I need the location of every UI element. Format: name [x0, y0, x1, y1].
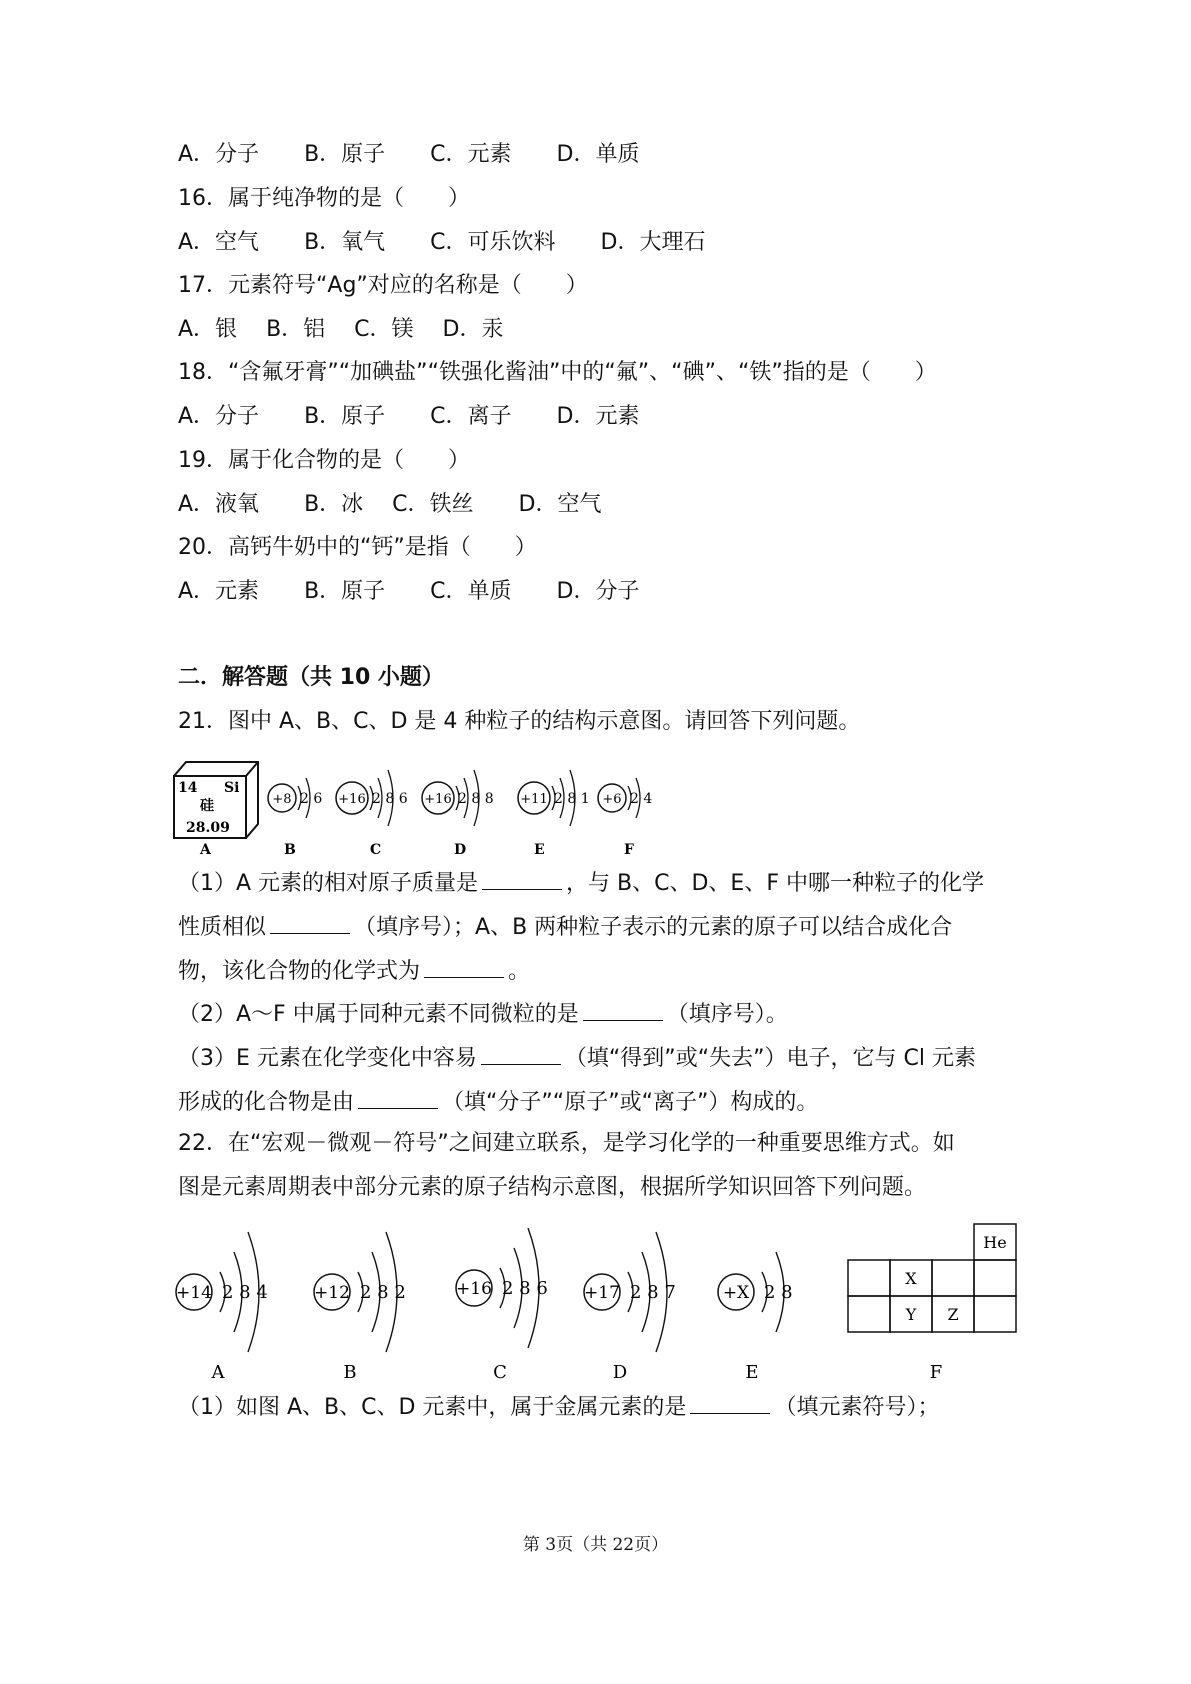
text: （1）A 元素的相对原子质量是 — [178, 871, 479, 896]
shell-electrons: 2 8 8 — [458, 791, 494, 807]
option: C．离子 — [430, 404, 512, 429]
figure-label: A — [211, 1362, 225, 1383]
answer-blank — [481, 1042, 561, 1065]
q21-part1-line1 — [178, 867, 984, 899]
q20-options — [178, 577, 639, 607]
option: C．元素 — [430, 142, 512, 167]
option: B．氧气 — [304, 230, 386, 255]
q21-part3-line1 — [178, 1042, 976, 1074]
cell-y: Y — [905, 1305, 917, 1324]
figure-label: F — [929, 1362, 943, 1383]
q22-figure — [170, 1222, 1080, 1392]
option: D．大理石 — [600, 230, 706, 255]
atom-diagram — [598, 778, 652, 818]
shell-electrons: 2 8 6 — [372, 791, 408, 807]
option: A．元素 — [178, 579, 260, 604]
text: 性质相似 — [178, 915, 267, 940]
figure-label: C — [493, 1362, 507, 1383]
q21-part3-line2 — [178, 1086, 818, 1118]
q21-figure — [170, 750, 690, 862]
option: A．银 — [178, 317, 238, 342]
text: （填元素符号）； — [774, 1395, 940, 1420]
atom-diagram — [268, 778, 322, 818]
q22-stem-line1: 22．在“宏观－微观－符号”之间建立联系，是学习化学的一种重要思维方式。如 — [178, 1131, 955, 1156]
nucleus-label: +11 — [520, 792, 548, 807]
figure-label: B — [343, 1362, 357, 1383]
nucleus-label: +12 — [314, 1283, 350, 1303]
figure-label: E — [745, 1362, 759, 1383]
nucleus-label: +8 — [272, 792, 292, 807]
cell-he: He — [983, 1233, 1007, 1252]
tile-name: 硅 — [200, 798, 214, 814]
q22-part1 — [178, 1391, 939, 1423]
shell-electrons: 2 6 — [300, 791, 323, 807]
nucleus-label: +16 — [456, 1279, 492, 1299]
figure-label: D — [612, 1362, 628, 1383]
answer-blank — [358, 1086, 438, 1109]
periodic-table-fragment — [848, 1224, 1016, 1332]
atom-diagram — [718, 1252, 793, 1332]
nucleus-label: +6 — [602, 792, 622, 807]
text: 物，该化合物的化学式为 — [178, 959, 421, 984]
nucleus-label: +17 — [584, 1283, 620, 1303]
atom-diagram — [314, 1232, 406, 1352]
q17-options — [178, 315, 503, 345]
option: A．分子 — [178, 404, 260, 429]
figure-label: F — [624, 842, 634, 858]
answer-blank — [270, 911, 350, 934]
option: A．液氧 — [178, 492, 260, 517]
option: C．铁丝 — [392, 492, 474, 517]
atom-diagram — [176, 1232, 268, 1352]
atom-diagram — [422, 770, 494, 826]
shell-electrons: 2 8 4 — [222, 1282, 268, 1303]
option: A．空气 — [178, 230, 260, 255]
option: B．原子 — [304, 142, 386, 167]
nucleus-label: +X — [722, 1283, 750, 1303]
option: B．原子 — [304, 579, 386, 604]
option: D．汞 — [442, 317, 504, 342]
text: 形成的化合物是由 — [178, 1090, 355, 1115]
q21-part2 — [178, 998, 788, 1030]
figure-label: B — [284, 842, 296, 858]
figure-label: A — [200, 842, 211, 858]
atom-diagram — [518, 770, 590, 826]
cell-z: Z — [947, 1305, 959, 1324]
q21-part1-line3 — [178, 955, 530, 987]
option: B．铝 — [266, 317, 326, 342]
option: B．冰 — [304, 492, 364, 517]
q20-stem: 20．高钙牛奶中的“钙”是指（ ） — [178, 535, 537, 560]
atom-diagram — [336, 770, 408, 826]
tile-symbol: Si — [224, 780, 240, 796]
element-tile — [174, 762, 258, 838]
nucleus-label: +16 — [338, 792, 366, 807]
q15-options — [178, 140, 639, 170]
answer-blank — [482, 867, 562, 890]
answer-blank — [690, 1391, 770, 1414]
text: （1）如图 A、B、C、D 元素中，属于金属元素的是 — [178, 1395, 687, 1420]
text: （3）E 元素在化学变化中容易 — [178, 1046, 477, 1071]
tile-number: 14 — [178, 780, 198, 796]
text: （2）A～F 中属于同种元素不同微粒的是 — [178, 1002, 579, 1027]
page-footer: 第 3页（共 22页） — [522, 1535, 669, 1555]
shell-electrons: 2 8 2 — [360, 1282, 406, 1303]
q21-stem: 21．图中 A、B、C、D 是 4 种粒子的结构示意图。请回答下列问题。 — [178, 709, 861, 734]
nucleus-label: +14 — [176, 1283, 212, 1303]
shell-electrons: 2 8 — [764, 1282, 793, 1303]
atom-diagram — [456, 1228, 548, 1348]
atom-diagram — [584, 1232, 676, 1352]
q21-part1-line2 — [178, 911, 952, 943]
option: B．原子 — [304, 404, 386, 429]
option: C．可乐饮料 — [430, 230, 556, 255]
text: （填“得到”或“失去”）电子，它与 Cl 元素 — [564, 1046, 976, 1071]
answer-blank — [424, 955, 504, 978]
q18-stem: 18．“含氟牙膏”“加碘盐”“铁强化酱油”中的“氟”、“碘”、“铁”指的是（ ） — [178, 360, 937, 385]
tile-mass: 28.09 — [186, 820, 230, 836]
option: D．单质 — [556, 142, 640, 167]
nucleus-label: +16 — [424, 792, 452, 807]
q19-stem: 19．属于化合物的是（ ） — [178, 448, 470, 473]
text: ，与 B、C、D、E、F 中哪一种粒子的化学 — [566, 871, 984, 896]
figure-label: C — [370, 842, 382, 858]
text: （填序号）；A、B 两种粒子表示的元素的原子可以结合成化合 — [354, 915, 953, 940]
q19-options — [178, 490, 601, 520]
cell-x: X — [905, 1269, 917, 1288]
q16-stem: 16．属于纯净物的是（ ） — [178, 186, 470, 211]
q22-stem-line2: 图是元素周期表中部分元素的原子结构示意图，根据所学知识回答下列问题。 — [178, 1175, 927, 1200]
answer-blank — [583, 998, 663, 1021]
figure-label: E — [534, 842, 545, 858]
section-title: 二．解答题（共 10 小题） — [178, 665, 444, 690]
option: D．空气 — [518, 492, 602, 517]
option: D．分子 — [556, 579, 640, 604]
text: （填序号）。 — [666, 1002, 788, 1027]
option: D．元素 — [556, 404, 640, 429]
option: C．单质 — [430, 579, 512, 604]
shell-electrons: 2 8 1 — [554, 791, 590, 807]
shell-electrons: 2 8 7 — [630, 1282, 676, 1303]
option: C．镁 — [354, 317, 414, 342]
option: A．分子 — [178, 142, 260, 167]
q18-options — [178, 402, 639, 432]
shell-electrons: 2 8 6 — [502, 1278, 548, 1299]
text: （填“分子”“原子”或“离子”）构成的。 — [442, 1090, 819, 1115]
figure-label: D — [454, 842, 467, 858]
q16-options — [178, 228, 705, 258]
text: 。 — [508, 959, 531, 984]
shell-electrons: 2 4 — [630, 791, 653, 807]
q17-stem: 17．元素符号“Ag”对应的名称是（ ） — [178, 273, 588, 298]
